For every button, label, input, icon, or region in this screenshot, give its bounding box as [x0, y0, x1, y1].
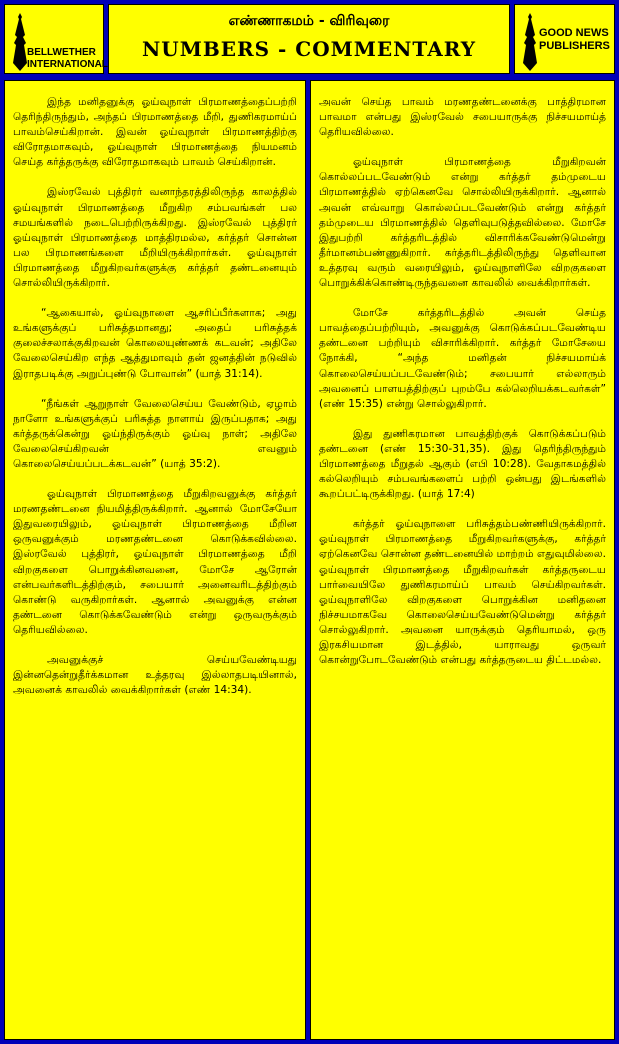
left-paragraph-1: இந்த மனிதனுக்கு ஓய்வுநாள் பிரமாணத்தைப்பற்றி தெரிந்திருந்தும், அந்தப் பிரமாணத்தை மீறி, துணிகரமாய்ப் பாவம்செய்கிறான். இவன் ஓய்வுநாள் பிரமாணத்திற்கு விரோதமாகவும், ஓய்வுநாள் பிரமாணத்தை நியமனம் செய்த கர்த்தருக்கு விரோதமாகவும் பாவம் செய்கிறான். — [13, 96, 297, 169]
left-paragraph-3: ஓய்வுநாள் பிரமாணத்தை மீறுகிறவனுக்கு கர்த்தர் மரணதண்டனை நியமித்திருக்கிறார். ஆனால் மோசேயோ இதுவரையிலும், ஓய்வுநாள் பிரமாணத்தை மீறின ஒருவனுக்கும் மரணதண்டனை கொடுக்கவில்லை. இஸ்ரவேல் புத்திரர், ஓய்வுநாள் பிரமாணத்தை மீறி விறகுகளை பொறுக்கினவனை, மோசே ஆரோன் என்பவர்களிடத்திற்கும், சபையார் அனைவரிடத்திற்கும் கொண்டு வருகிறார்கள். ஆனால் அவனுக்கு என்ன தண்டனை கொடுக்கவேண்டும் என்று ஒருவருக்கும் தெரியவில்லை. — [13, 488, 297, 636]
logo-right-line2: PUBLISHERS — [539, 40, 610, 52]
title-english: NUMBERS - COMMENTARY — [141, 37, 477, 61]
left-quote-1: “ஆகையால், ஓய்வுநாளை ஆசரிப்பீர்களாக; அது உங்களுக்குப் பரிசுத்தமானது; அதைப் பரிசுத்தக் குலைச்சலாக்குகிறவன் கொலையுண்ணக் கடவன்; அதிலே வேலைசெய்கிற எந்த ஆத்துமாவும் தன் ஜனத்தின் நடுவில் இராதபடிக்கு அறுப்புண்டு போவான்” (யாத் 31:14). — [13, 307, 297, 380]
left-paragraph-2: இஸ்ரவேல் புத்திரர் வனாந்தரத்திலிருந்த காலத்தில் ஓய்வுநாள் பிரமாணத்தை மீறுகிற சம்பவங்கள் பல சமயங்களில் நடைபெற்றிருக்கிறது. இஸ்ரவேல் புத்திரர் ஓய்வுநாள் பிரமாணத்தை மாத்திரமல்ல, கர்த்தர் சொன்ன பல பிரமாணங்களை மீறியிருக்கிறார்கள். ஓய்வுநாள் பிரமாணத்தை மீறுகிறவர்களுக்கு கர்த்தர் தண்டனையும் சொல்லியிருக்கிறார். — [13, 186, 297, 290]
left-column — [4, 80, 306, 1040]
right-paragraph-3: மோசே கர்த்தரிடத்தில் அவன் செய்த பாவத்தைப்பற்றியும், அவனுக்கு கொடுக்கப்படவேண்டிய தண்டனை பற்றியும் விசாரிக்கிறார். கர்த்தர் மோசேயை நோக்கி, “அந்த மனிதன் நிச்சயமாய்க் கொலைசெய்யப்படவேண்டும்; சபையார் எல்லாரும் அவனைப் பாளயத்திற்குப் புறம்பே கல்லெறியக்கடவர்கள்” (எண் 15:35) என்று சொல்லுகிறார். — [319, 307, 606, 410]
good-news-logo — [514, 4, 615, 74]
right-paragraph-5: கர்த்தர் ஓய்வுநாளை பரிசுத்தம்பண்ணியிருக்கிறார். ஓய்வுநாள் பிரமாணத்தை மீறுகிறவர்களுக்கு, கர்த்தர் ஏற்கெனவே சொன்ன தண்டனையில் மாற்றம் எதுவுமில்லை. ஓய்வுநாள் பிரமாணத்தை மீறுகிறவர்கள் கர்த்தருடைய பார்வையிலே துணிகரமாய்ப் பாவம் செய்கிறவர்கள். ஓய்வுநாளிலே விறகுகளை பொறுக்கின மனிதனை நிச்சயமாகவே கொலைசெய்யவேண்டுமென்று கர்த்தர் சொல்லுகிறார். அவனை யாருக்கும் தெரியாமல், ஒரு இரகசியமான இடத்தில், யாராவது ஒருவர் கொன்றுபோடவேண்டும் என்பது கர்த்தருடைய திட்டமல்ல. — [319, 518, 606, 667]
bellwether-logo — [4, 4, 108, 74]
right-column — [310, 80, 615, 1040]
logo-right-line1: GOOD NEWS — [539, 27, 609, 39]
right-paragraph-4: இது துணிகரமான பாவத்திற்குக் கொடுக்கப்படும் தண்டனை (எண் 15:30-31,35). இது தெரிந்திருந்தும் பிரமாணத்தை மீறுதல் ஆகும் (எபி 10:28). வேதாகமத்தில் கல்லெறியும் சம்பவங்களைப் பற்றி ஒன்பது இடங்களில் கூறப்பட்டிருக்கிறது. (யாத் 17:4) — [319, 427, 606, 501]
title-tamil: எண்ணாகமம் - விரிவுரை — [228, 13, 390, 29]
right-paragraph-2: ஓய்வுநாள் பிரமாணத்தை மீறுகிறவன் கொல்லப்படவேண்டும் என்று கர்த்தர் தம்முடைய பிரமாணத்தில் ஏற்கெனவே சொல்லியிருக்கிறார். ஆனால் அவன் எவ்வாறு கொல்லப்படவேண்டும் என்று கர்த்தர் தம்முடைய பிரமாணத்தில் தெளிவுபடுத்தவில்லை. மோசே இதுபற்றி கர்த்தரிடத்தில் விசாரிக்கவேண்டுமென்று தீர்மானம்பண்ணுகிறார். கர்த்தரிடத்திலிருந்து தெளிவான உத்தரவு வரும் வரையிலும், ஓய்வுநாளிலே விறகுகளை பொறுக்கிக்கொண்டிருந்தவனை காவலில் வைக்கிறார்கள். — [319, 156, 606, 290]
left-paragraph-4: அவனுக்குச் செய்யவேண்டியது இன்னதென்றுதீர்க்கமான உத்தரவு இல்லாதபடியினால், அவனைக் காவலில் வைக்கிறார்கள் (எண் 14:34). — [13, 654, 297, 697]
bellwether-icon — [13, 13, 27, 71]
left-quote-2: “நீங்கள் ஆறுநாள் வேலைசெய்ய வேண்டும், ஏழாம் நாளோ உங்களுக்குப் பரிசுத்த நாளாய் இருப்பதாக; அது கர்த்தருக்கென்று ஓய்ந்திருக்கும் ஓய்வு நாள்; அதிலே வேலைசெய்கிறவன் எவனும் கொலைசெய்யப்படக்கடவன்” (யாத் 35:2). — [13, 397, 297, 470]
logo-left-line1: BELLWETHER — [27, 47, 96, 58]
logo-left-line2: INTERNATIONAL — [27, 59, 108, 70]
bellwether-icon — [523, 13, 537, 71]
page-header — [108, 4, 510, 74]
right-paragraph-1: அவன் செய்த பாவம் மரணதண்டனைக்கு பாத்திரமான பாவமா என்பது இஸ்ரவேல் சபையாருக்கு நிச்சயமாய்த் தெரியவில்லை. — [319, 96, 606, 139]
